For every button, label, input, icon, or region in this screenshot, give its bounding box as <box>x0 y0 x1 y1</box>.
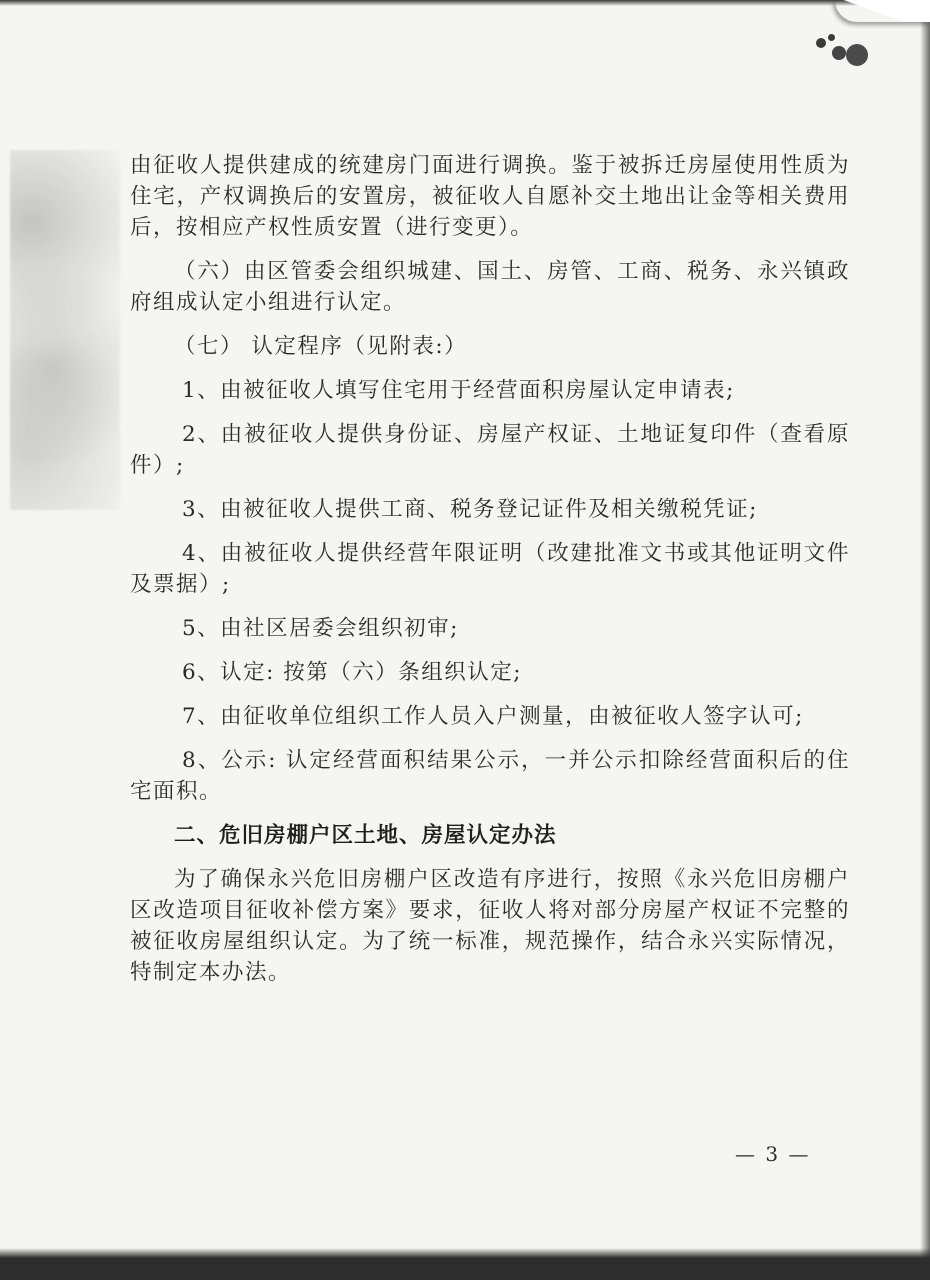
procedure-step-2: 2、由被征收人提供身份证、房屋产权证、土地证复印件（查看原件）; <box>130 422 850 478</box>
scan-edge-top <box>0 0 930 6</box>
procedure-step-6: 6、认定: 按第（六）条组织认定; <box>182 660 523 685</box>
paragraph-continuation: 由征收人提供建成的统建房门面进行调换。鉴于被拆迁房屋使用性质为住宅，产权调换后的安置房，被征收人自愿补交土地出让金等相关费用后，按相应产权性质安置（进行变更）。 <box>130 153 850 240</box>
paragraph-item-seven: （七） 认定程序（见附表:） <box>174 334 468 359</box>
procedure-step-4: 4、由被征收人提供经营年限证明（改建批准文书或其他证明文件及票据）; <box>130 541 850 597</box>
page-number: — 3 — <box>735 1142 811 1166</box>
paragraph-item-six: （六）由区管委会组织城建、国土、房管、工商、税务、永兴镇政府组成认定小组进行认定。 <box>130 259 850 315</box>
scan-edge-right <box>920 0 930 1280</box>
page-curl <box>835 0 930 22</box>
document-body <box>130 150 850 1001</box>
procedure-step-7: 7、由征收单位组织工作人员入户测量，由被征收人签字认可; <box>182 704 804 729</box>
procedure-step-5: 5、由社区居委会组织初审; <box>182 616 459 641</box>
scan-edge-bottom <box>0 1248 930 1280</box>
section-body: 为了确保永兴危旧房棚户区改造有序进行，按照《永兴危旧房棚户区改造项目征收补偿方案》要求，征收人将对部分房屋产权证不完整的被征收房屋组织认定。为了统一标准，规范操作，结合永兴实际情况，特制定本办法。 <box>130 867 850 985</box>
scan-speckle <box>10 150 120 510</box>
scan-marks <box>810 30 870 80</box>
procedure-step-8: 8、公示: 认定经营面积结果公示，一并公示扣除经营面积后的住宅面积。 <box>130 748 850 804</box>
procedure-step-1: 1、由被征收人填写住宅用于经营面积房屋认定申请表; <box>182 378 735 403</box>
procedure-step-3: 3、由被征收人提供工商、税务登记证件及相关缴税凭证; <box>182 497 758 522</box>
section-heading: 二、危旧房棚户区土地、房屋认定办法 <box>174 823 557 848</box>
